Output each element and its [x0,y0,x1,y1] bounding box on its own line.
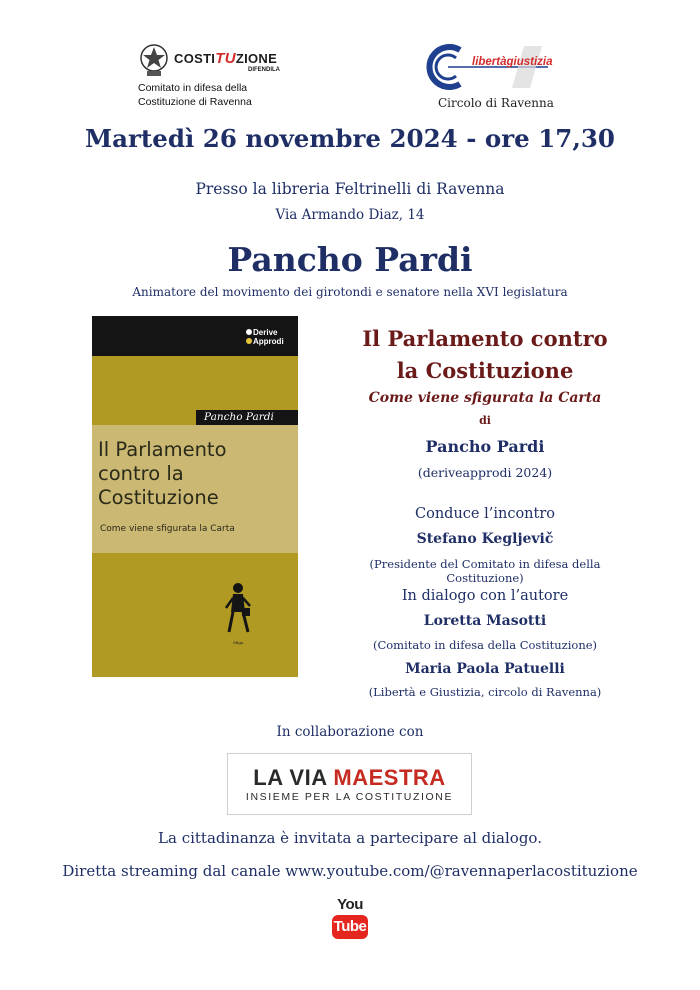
book-by: di [479,414,491,427]
cover-subtitle: Come viene sfigurata la Carta [100,524,235,534]
speaker-role: Animatore del movimento dei girotondi e senatore nella XVI legislatura [132,285,568,299]
streaming-text: Diretta streaming dal canale www.youtube.com/@ravennaperlacostituzione [62,862,638,880]
youtube-logo-icon: You Tube [331,897,369,943]
guest1-name: Loretta Masotti [423,613,547,629]
comitato-logo [138,40,308,110]
cover-publisher: Derive Approdi [246,328,284,346]
comitato-name-line2: Costituzione di Ravenna [138,96,252,108]
event-date: Martedì 26 novembre 2024 - ore 17,30 [85,124,615,153]
collaboration-label: In collaborazione con [276,724,424,740]
italian-emblem-icon [138,42,170,78]
cover-title: Il Parlamento contro la Costituzione [98,438,227,509]
moderator-role: (Presidente del Comitato in difesa della Costituzione) [369,557,601,585]
speaker-name: Pancho Pardi [227,240,473,279]
moderator-label: Conduce l’incontro [415,506,555,522]
book-author: Pancho Pardi [425,437,545,456]
circolo-label: Circolo di Ravenna [438,96,554,110]
book-cover [92,316,298,677]
moderator-name: Stefano Kegljevič [416,531,554,547]
publisher-dot-icon [246,329,252,335]
partner-word2: MAESTRA [333,765,446,790]
book-publisher: (deriveapprodi 2024) [417,465,553,480]
liberta-giustizia-logo [420,40,580,112]
liberta-giustizia-wordmark: libertàgiustizia [472,56,553,68]
walking-figure-icon [224,582,252,638]
dialogue-label: In dialogo con l’autore [401,588,569,604]
partner-tagline: INSIEME PER LA COSTITUZIONE [245,791,454,803]
guest2-name: Maria Paola Patuelli [405,661,565,677]
event-venue: Presso la libreria Feltrinelli di Ravenna [195,180,505,198]
guest1-role: (Comitato in difesa della Costituzione) [372,638,598,652]
book-title: Il Parlamento contro la Costituzione [362,326,608,383]
event-address: Via Armando Diaz, 14 [275,207,425,223]
guest2-role: (Libertà e Giustizia, circolo di Ravenna) [368,685,602,699]
publisher-dot-icon [246,338,252,344]
invite-text: La cittadinanza è invitata a partecipare al dialogo. [158,829,542,847]
difendila-tag: DIFENDILA [248,67,280,73]
comitato-name-line1: Comitato in difesa della [138,82,248,94]
book-subtitle: Come viene sfigurata la Carta [368,390,602,406]
cover-author: Pancho Pardi [196,410,298,425]
costituzione-brand: COSTITUZIONE [174,50,278,67]
cover-series-mark: Sfiga [233,640,244,645]
la-via-maestra-logo [227,753,472,815]
partner-word1: LA VIA [253,765,327,790]
